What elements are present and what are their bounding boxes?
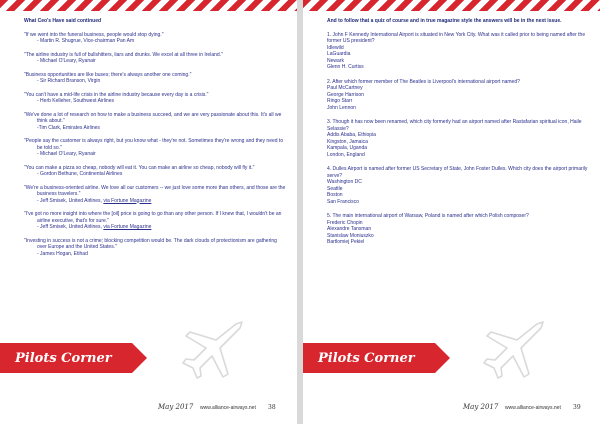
quote-text: "We've done a lot of research on how to make a business succeed, and we are very passionate about this. It's all we think about." — [24, 111, 282, 124]
airplane-outline-icon — [479, 318, 549, 380]
page-right — [303, 0, 600, 424]
source-link[interactable]: via Fortune Magazine — [103, 197, 152, 204]
attribution-text: - Michael O'Leary, Ryanair — [37, 58, 96, 64]
question-text: 2. After which former member of The Beatles is Liverpool's international airport named? — [327, 78, 520, 85]
answer-option: Addis Ababa, Ethiopia — [327, 132, 376, 138]
quote-text: "Investing in success is not a crime; blocking competition would be. The dark clouds of protectionism are gathering over Europe and the United States." — [24, 237, 277, 250]
attribution-text: - Sir Richard Branson, Virgin — [37, 78, 101, 84]
quote-item — [24, 238, 286, 258]
quote-text: "You can make a pizza so cheap, nobody will eat it. You can make an airline so cheap, nobody will fly it." — [24, 164, 255, 171]
footer-website: www.alliance-airways.net — [200, 405, 256, 411]
quote-item — [24, 112, 286, 132]
answer-option: Newark — [327, 57, 344, 64]
answer-option: San Francisco — [327, 198, 359, 205]
question-text: 1. John F Kennedy International Airport is situated in New York City. What was it called prior to being named after the former US president? — [327, 31, 586, 44]
quote-item — [24, 138, 286, 158]
attribution-text: - James Hogan, Etihad — [37, 250, 88, 257]
attribution-text: - Gordon Bethune, Continental Airlines — [37, 171, 123, 177]
quote-attribution — [24, 38, 286, 45]
quote-text: "You can't have a mid-life crisis in the airline industry because every day is a crisis." — [24, 91, 209, 98]
ribbon-title: Pilots Corner — [318, 351, 415, 366]
question-text: 5. The main international airport of Warsaw, Poland is named after which Polish composer? — [327, 213, 529, 219]
quiz-question — [327, 79, 589, 112]
quote-text: "People say the customer is always right, but you know what - they're not. Sometimes they're wrong and they need to be told so." — [24, 138, 284, 151]
page-footer — [463, 404, 600, 414]
top-stripe-border — [303, 0, 600, 11]
quote-text: "Business opportunities are like buses; there's always another one coming." — [24, 71, 192, 78]
answer-option: Frederic Chopin — [327, 219, 363, 226]
quote-item — [24, 52, 286, 65]
pilots-corner-ribbon — [303, 343, 435, 373]
quote-item — [24, 32, 286, 45]
quote-attribution — [24, 78, 286, 85]
answer-option: Bartlomiej Pekiel — [327, 239, 365, 245]
source-link[interactable]: via Fortune Magazine — [103, 224, 152, 230]
page-left — [0, 0, 297, 424]
quiz-heading: And to follow that a quiz of course and in true magazine style the answers will be in the next issue. — [327, 18, 562, 24]
quote-attribution — [24, 198, 286, 205]
quote-item — [24, 92, 286, 105]
footer-date: May 2017 — [463, 403, 499, 411]
quote-text: "The airline industry is full of bullshitters, liars and drunks. We excel at all three in Ireland." — [24, 51, 223, 58]
quote-attribution — [24, 125, 286, 132]
pilots-corner-ribbon — [0, 343, 132, 373]
attribution-text: -Tim Clark, Emirates Airlines — [37, 124, 100, 131]
answer-option: Seattle — [327, 185, 343, 192]
quiz-list — [327, 32, 589, 246]
quote-item — [24, 185, 286, 205]
airplane-outline-icon — [178, 318, 248, 380]
answer-option: LaGuardia — [327, 51, 351, 57]
quote-text: "We're a business-oriented airline. We love all our customers -- we just love some more than others, and those are the business travelers." — [24, 184, 286, 197]
answer-option: Kingston, Jamaica — [327, 138, 368, 145]
quote-item — [24, 72, 286, 85]
question-text: 3. Though it has now been renamed, which city formerly had an airport named after Rastafarian spiritual icon, Haile Selassie? — [327, 119, 582, 132]
quote-attribution — [24, 58, 286, 65]
answer-option: Paul McCartney — [327, 85, 363, 91]
answer-option: Washington DC — [327, 179, 362, 185]
quote-attribution — [24, 171, 286, 178]
attribution-text: - Herb Kelleher, Southwest Airlines — [37, 98, 114, 104]
answer-option: Kampala, Uganda — [327, 145, 368, 151]
answer-option: Idlewild — [327, 44, 344, 51]
attribution-text: - Jeff Smisek, United Airlines, — [37, 197, 104, 204]
quote-text: "I've got no more insight into where the [oil] price is going to go than any other person. If I knew that, I wouldn't be an airline executive, that's for sure." — [24, 211, 282, 224]
ribbon-title: Pilots Corner — [15, 351, 112, 366]
section-heading: What Ceo's Have said continued — [24, 18, 102, 24]
quiz-question — [327, 32, 589, 71]
answer-option: Alexandre Tansman — [327, 226, 372, 232]
quote-attribution — [24, 151, 286, 158]
answer-option: Glenn H. Curtiss — [327, 64, 364, 70]
answer-option: Stanislaw Moniuszko — [327, 232, 374, 239]
attribution-text: - Martin R. Shugrue, Vice-chairman Pan Am — [37, 38, 135, 44]
footer-date: May 2017 — [158, 403, 194, 411]
top-stripe-border — [0, 0, 297, 11]
quote-item — [24, 165, 286, 178]
page-number: 39 — [573, 404, 581, 411]
quote-attribution — [24, 251, 286, 258]
quote-text: "If we went into the funeral business, people would stop dying." — [24, 31, 164, 38]
attribution-text: - Jeff Smisek, United Airlines, — [37, 224, 104, 230]
quiz-section — [327, 18, 589, 254]
quote-item — [24, 211, 286, 231]
quotes-list — [24, 32, 286, 258]
quiz-question — [327, 119, 589, 158]
quiz-question — [327, 213, 589, 246]
quiz-question — [327, 166, 589, 205]
answer-option: George Harrison — [327, 91, 364, 98]
quote-attribution — [24, 98, 286, 105]
footer-website: www.alliance-airways.net — [505, 405, 561, 411]
answer-option: London, England — [327, 151, 365, 158]
quote-attribution — [24, 224, 286, 231]
answer-option: Ringo Starr — [327, 98, 353, 104]
attribution-text: - Michael O'Leary, Ryanair — [37, 151, 96, 157]
page-footer — [158, 404, 297, 414]
question-text: 4. Dulles Airport is named after former US Secretary of State, John Foster Dulles. Which city does the airport primarily serve? — [327, 166, 588, 179]
quotes-section — [24, 18, 286, 264]
answer-option: John Lennon — [327, 104, 356, 111]
answer-option: Boston — [327, 192, 343, 198]
page-number: 38 — [268, 404, 276, 411]
